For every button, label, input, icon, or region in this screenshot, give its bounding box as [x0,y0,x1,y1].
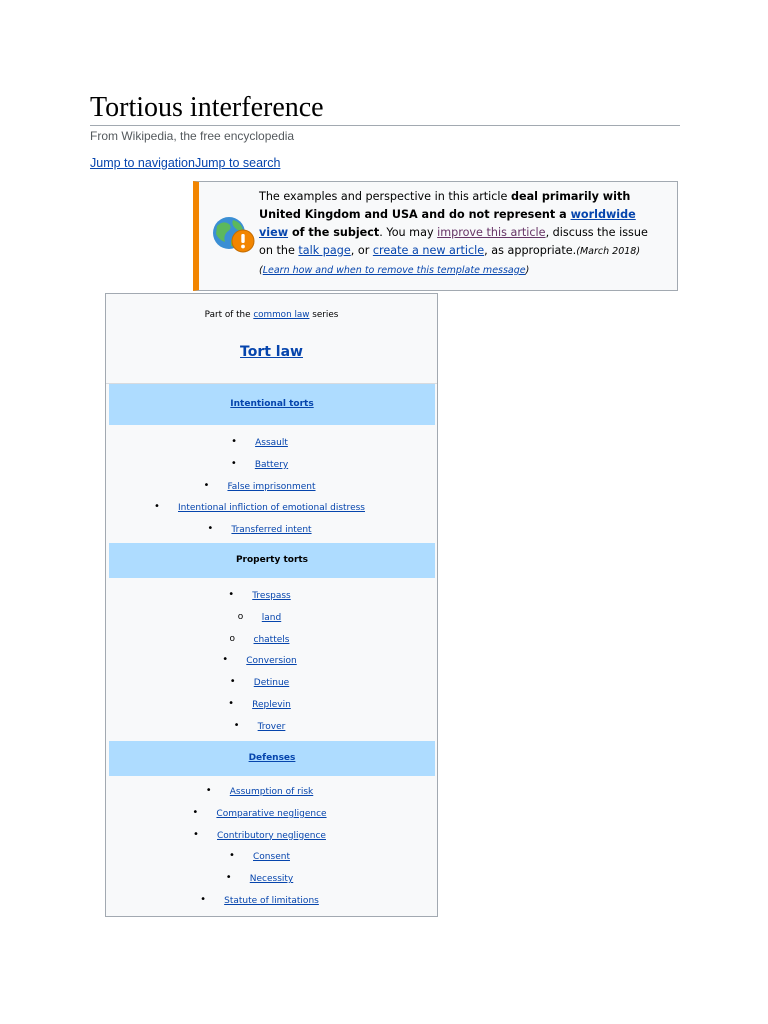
list-item [106,459,437,471]
page-title: Tortious interference [90,92,324,123]
sidebar-link[interactable]: chattels [253,634,290,645]
list-item [106,830,437,842]
improve-article-link[interactable]: improve this article [437,226,546,239]
jump-links [90,155,280,171]
section-heading-link[interactable]: Intentional torts [230,399,314,409]
list-item [106,808,437,820]
bullet-icon: • [193,828,199,840]
sidebar-link[interactable]: Statute of limitations [224,896,319,906]
globe-warning-icon [209,212,257,254]
sidebar-link[interactable]: Intentional infliction of emotional distress [178,503,365,514]
globalize-notice-box [193,181,678,291]
list-item [106,721,437,733]
sidebar-link[interactable]: Comparative negligence [216,808,327,819]
list-item [106,851,437,863]
bullet-icon: • [230,457,237,469]
circle-bullet-icon: o [237,611,244,622]
sidebar-section-heading[interactable] [109,741,435,776]
worldwide-view-link[interactable]: worldwide view [259,208,636,239]
sidebar-section-heading [109,543,435,578]
talk-page-link[interactable]: talk page [298,244,351,257]
sidebar-pretitle: Part of the common law series [204,310,339,320]
sidebar-link[interactable]: Trespass [252,591,291,601]
list-item [106,873,437,885]
list-item [106,437,437,449]
bullet-icon: • [222,654,229,666]
jump-to-search-link[interactable]: Jump to search [194,156,281,170]
bullet-icon: • [205,785,212,796]
section-heading-link[interactable]: Defenses [248,753,296,763]
sidebar-link[interactable]: Assumption of risk [229,787,314,797]
bullet-icon: • [231,436,237,447]
page-subtitle: From Wikipedia, the free encyclopedia [90,129,295,143]
sidebar-link[interactable]: Replevin [252,700,291,710]
section-heading-label: Property torts [235,555,309,565]
sidebar-link[interactable]: Assault [255,438,288,448]
sidebar-link[interactable]: Transferred intent [231,525,312,536]
sidebar-link[interactable]: Contributory negligence [217,830,326,841]
sidebar-link[interactable]: Trover [257,721,286,732]
list-item [106,590,437,602]
circle-bullet-icon: o [229,633,236,644]
bullet-icon: • [228,589,235,600]
sidebar-link[interactable]: False imprisonment [227,481,316,492]
jump-to-navigation-link[interactable]: Jump to navigation [90,156,195,170]
create-article-link[interactable]: create a new article [372,244,485,257]
sidebar-title [106,344,437,360]
bullet-icon: • [225,872,232,884]
bullet-icon: • [203,479,210,491]
common-law-link[interactable]: common law [253,310,310,320]
bullet-icon: • [229,676,236,688]
bullet-icon: • [192,806,199,818]
list-item [106,634,437,646]
bullet-icon: • [228,698,235,709]
title-divider [90,125,680,126]
list-item [106,786,437,798]
bullet-icon: • [207,523,214,535]
sidebar-link[interactable]: land [261,612,282,623]
bullet-icon: • [229,850,235,862]
sidebar-link[interactable]: Consent [253,852,290,863]
bullet-icon: • [154,501,160,513]
list-item [106,524,437,536]
sidebar-section-heading[interactable] [109,384,435,425]
bullet-icon: • [200,894,207,905]
sidebar-link[interactable]: Detinue [253,678,290,689]
bullet-icon: • [233,719,240,731]
tort-law-sidebar [105,293,438,917]
tort-law-link[interactable]: Tort law [240,344,303,360]
list-item [106,481,437,493]
sidebar-link[interactable]: Conversion [246,656,297,667]
list-item [106,502,437,514]
list-item [106,895,437,907]
list-item [106,699,437,711]
list-item [106,677,437,689]
sidebar-link[interactable]: Battery [254,459,289,470]
list-item [106,655,437,667]
notice-text: The examples and perspective in this article deal primarily with United Kingdom and USA and do not represent a worldwide view of the subject. You may improve this article, discuss the issue on the talk page, or create a new article, as appropriate.(March 2018) (Learn how and when to remove this template message) [259,190,648,276]
learn-how-link[interactable]: Learn how and when to remove this template message [262,265,526,276]
sidebar-link[interactable]: Necessity [249,874,294,885]
list-item [106,612,437,624]
